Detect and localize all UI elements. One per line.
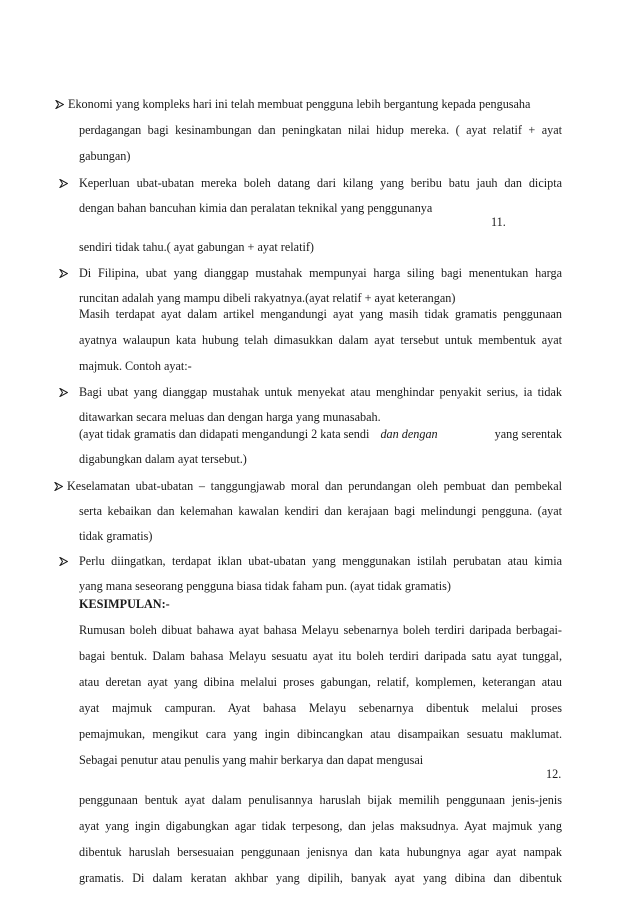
page-number: 11. (491, 215, 506, 229)
text-line: atau deretan ayat yang dibina melalui proses gabungan, relatif, komplemen, keterangan atau (79, 675, 562, 689)
page-number: 12. (546, 767, 562, 781)
text-line: digabungkan dalam ayat tersebut.) (79, 452, 247, 466)
text-line: bagai bentuk. Dalam bahasa Melayu sesuatu ayat itu boleh terdiri daripada satu ayat tunggal, (79, 649, 562, 663)
bullet-item-2 (79, 175, 562, 191)
bullet-item-6 (79, 553, 562, 569)
text-line: Perlu diingatkan, terdapat iklan ubat-ubatan yang menggunakan istilah perubatan atau kimia (79, 554, 562, 568)
text-line: Keselamatan ubat-ubatan – tanggungjawab moral dan perundangan oleh pembuat dan pembekal (67, 479, 562, 493)
text-line: Keperluan ubat-ubatan mereka boleh datang dari kilang yang beribu batu jauh dan dicipta (79, 176, 562, 190)
bullet-item-1 (68, 96, 562, 112)
text-line: Ekonomi yang kompleks hari ini telah membuat pengguna lebih bergantung kepada pengusaha (68, 97, 531, 111)
arrow-bullet-icon (54, 482, 63, 491)
text-line: Masih terdapat ayat dalam artikel mengandungi ayat yang masih tidak gramatis penggunaan (79, 307, 562, 321)
text-line-mixed (79, 426, 562, 442)
text-line: dibentuk haruslah bersesuaian penggunaan jenisnya dan kata hubungnya agar ayat nampak (79, 845, 562, 859)
text-line: ayat majmuk campuran. Ayat bahasa Melayu sebenarnya dibentuk melalui proses (79, 701, 562, 715)
bullet-item-5 (67, 478, 562, 494)
text-line: tidak gramatis) (79, 529, 153, 543)
arrow-bullet-icon (59, 557, 68, 566)
text-line: majmuk. Contoh ayat:- (79, 359, 192, 373)
text-line: serta kebaikan dan kelemahan kawalan kendiri dan kerajaan bagi melindungi pengguna. (ayat (79, 504, 562, 518)
bullet-item-3 (79, 265, 562, 281)
text-line: yang mana seseorang pengguna biasa tidak faham pun. (ayat tidak gramatis) (79, 579, 451, 593)
text-line: penggunaan bentuk ayat dalam penulisannya haruslah bijak memilih penggunaan jenis-jenis (79, 793, 562, 807)
section-heading: KESIMPULAN:- (79, 597, 170, 611)
text-line: perdagangan bagi kesinambungan dan peningkatan nilai hidup mereka. ( ayat relatif + ayat (79, 123, 562, 137)
text-line: Sebagai penutur atau penulis yang mahir berkarya dan dapat mengusai (79, 753, 424, 767)
text-line: dengan bahan bancuhan kimia dan peralatan teknikal yang penggunanya (79, 201, 433, 215)
text-line: ayat yang ingin digabungkan agar tidak terpesong, dan jelas maksudnya. Ayat majmuk yang (79, 819, 562, 833)
text-line: gramatis. Di dalam keratan akhbar yang dipilih, banyak ayat yang dibina dan dibentuk (79, 871, 562, 885)
text-line: pemajmukan, mengikut cara yang ingin dibincangkan atau disampaikan sesuatu maklumat. (79, 727, 562, 741)
text-line: sendiri tidak tahu.( ayat gabungan + ayat relatif) (79, 240, 314, 254)
text-line: ayatnya walaupun kata hubung telah dimasukkan dalam ayat tersebut untuk membentuk ayat (79, 333, 562, 347)
text-line: runcitan adalah yang mampu dibeli rakyatnya.(ayat relatif + ayat keterangan) (79, 291, 456, 305)
text-segment: yang serentak (494, 427, 562, 441)
arrow-bullet-icon (59, 179, 68, 188)
text-line: Rumusan boleh dibuat bahawa ayat bahasa Melayu sebenarnya boleh terdiri daripada berbagai- (79, 623, 562, 637)
italic-term: dan dengan (380, 427, 438, 441)
text-line: ditawarkan secara meluas dan dengan harga yang munasabah. (79, 410, 381, 424)
text-line: Bagi ubat yang dianggap mustahak untuk menyekat atau menghindar penyakit serius, ia tidak (79, 385, 562, 399)
bullet-item-4 (79, 384, 562, 400)
text-segment: (ayat tidak gramatis dan didapati mengandungi 2 kata sendi (79, 427, 373, 441)
text-line: Di Filipina, ubat yang dianggap mustahak mempunyai harga siling bagi menentukan harga (79, 266, 562, 280)
arrow-bullet-icon (55, 100, 64, 109)
arrow-bullet-icon (59, 269, 68, 278)
arrow-bullet-icon (59, 388, 68, 397)
text-line: gabungan) (79, 149, 131, 163)
